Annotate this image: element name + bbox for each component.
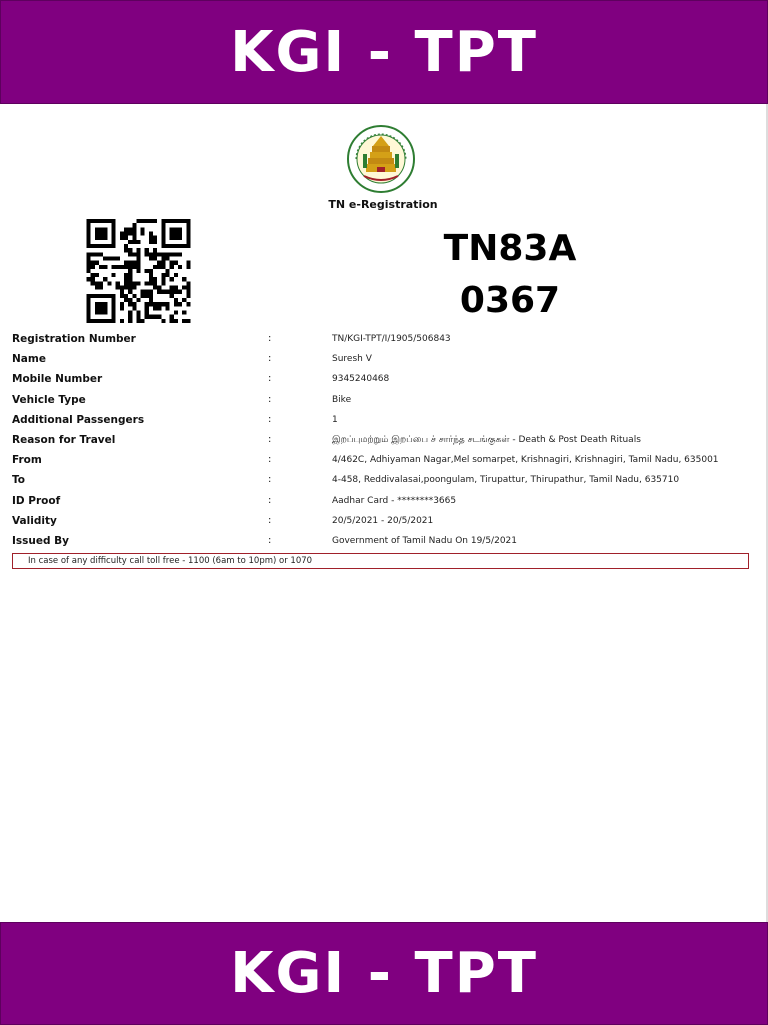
detail-row-from [12,451,752,471]
detail-label: Issued By [12,534,70,547]
detail-separator: : [268,373,272,385]
bottom-banner [0,922,768,1025]
detail-separator: : [268,353,272,365]
detail-label: Mobile Number [12,373,103,386]
bottom-banner-text: KGI - TPT [230,941,538,1006]
detail-row-mobile-number [12,370,752,390]
detail-separator: : [268,514,272,526]
helpline-notice-text: In case of any difficulty call toll free - 1100 (6am to 10pm) or 1070 [28,556,313,566]
detail-separator: : [268,454,272,466]
detail-row-registration-number [12,330,752,350]
detail-label: Name [12,353,46,366]
detail-separator: : [268,333,272,344]
plate-number-line1: TN83A [443,228,577,269]
detail-label: Vehicle Type [12,393,86,406]
tamil-nadu-emblem-icon [346,124,416,194]
detail-row-additional-passengers [12,411,752,431]
detail-value: 20/5/2021 - 20/5/2021 [332,515,434,526]
detail-separator: : [268,433,272,445]
detail-label: Reason for Travel [12,433,116,446]
detail-separator: : [268,413,272,425]
top-banner-text: KGI - TPT [230,19,538,85]
detail-label: ID Proof [12,494,61,507]
detail-separator: : [268,534,272,546]
detail-value: Bike [332,394,352,405]
detail-row-to [12,471,752,491]
detail-row-vehicle-type [12,391,752,411]
detail-separator: : [268,494,272,506]
page-title: TN e-Registration [328,198,438,211]
detail-label: To [12,474,25,487]
detail-label: Registration Number [12,333,136,345]
helpline-notice [12,553,749,569]
detail-row-issued-by [12,532,752,552]
details-table [12,330,752,552]
top-banner [0,0,768,104]
detail-value: 9345240468 [332,374,390,385]
detail-value: Government of Tamil Nadu On 19/5/2021 [332,535,517,546]
plate-number-line2: 0367 [459,280,561,321]
detail-row-name [12,350,752,370]
detail-value: இறப்புமற்றும் இறப்பை ச் சார்ந்த சடங்குகள் - Death & Post Death Rituals [332,434,641,445]
qr-code-icon [84,219,193,323]
detail-value: TN/KGI-TPT/I/1905/506843 [332,334,451,344]
detail-value: Suresh V [332,354,372,365]
detail-label: Validity [12,514,57,527]
detail-label: Additional Passengers [12,413,145,426]
detail-value: 4-458, Reddivalasai,poongulam, Tirupattur, Thirupathur, Tamil Nadu, 635710 [332,475,680,486]
detail-row-id-proof [12,492,752,512]
detail-label: From [12,454,42,467]
detail-separator: : [268,393,272,405]
detail-row-validity [12,512,752,532]
detail-row-reason-for-travel [12,431,752,451]
detail-value: 4/462C, Adhiyaman Nagar,Mel somarpet, Krishnagiri, Krishnagiri, Tamil Nadu, 635001 [332,455,719,466]
detail-separator: : [268,474,272,486]
detail-value: 1 [332,414,338,425]
detail-value: Aadhar Card - ********3665 [332,495,457,506]
